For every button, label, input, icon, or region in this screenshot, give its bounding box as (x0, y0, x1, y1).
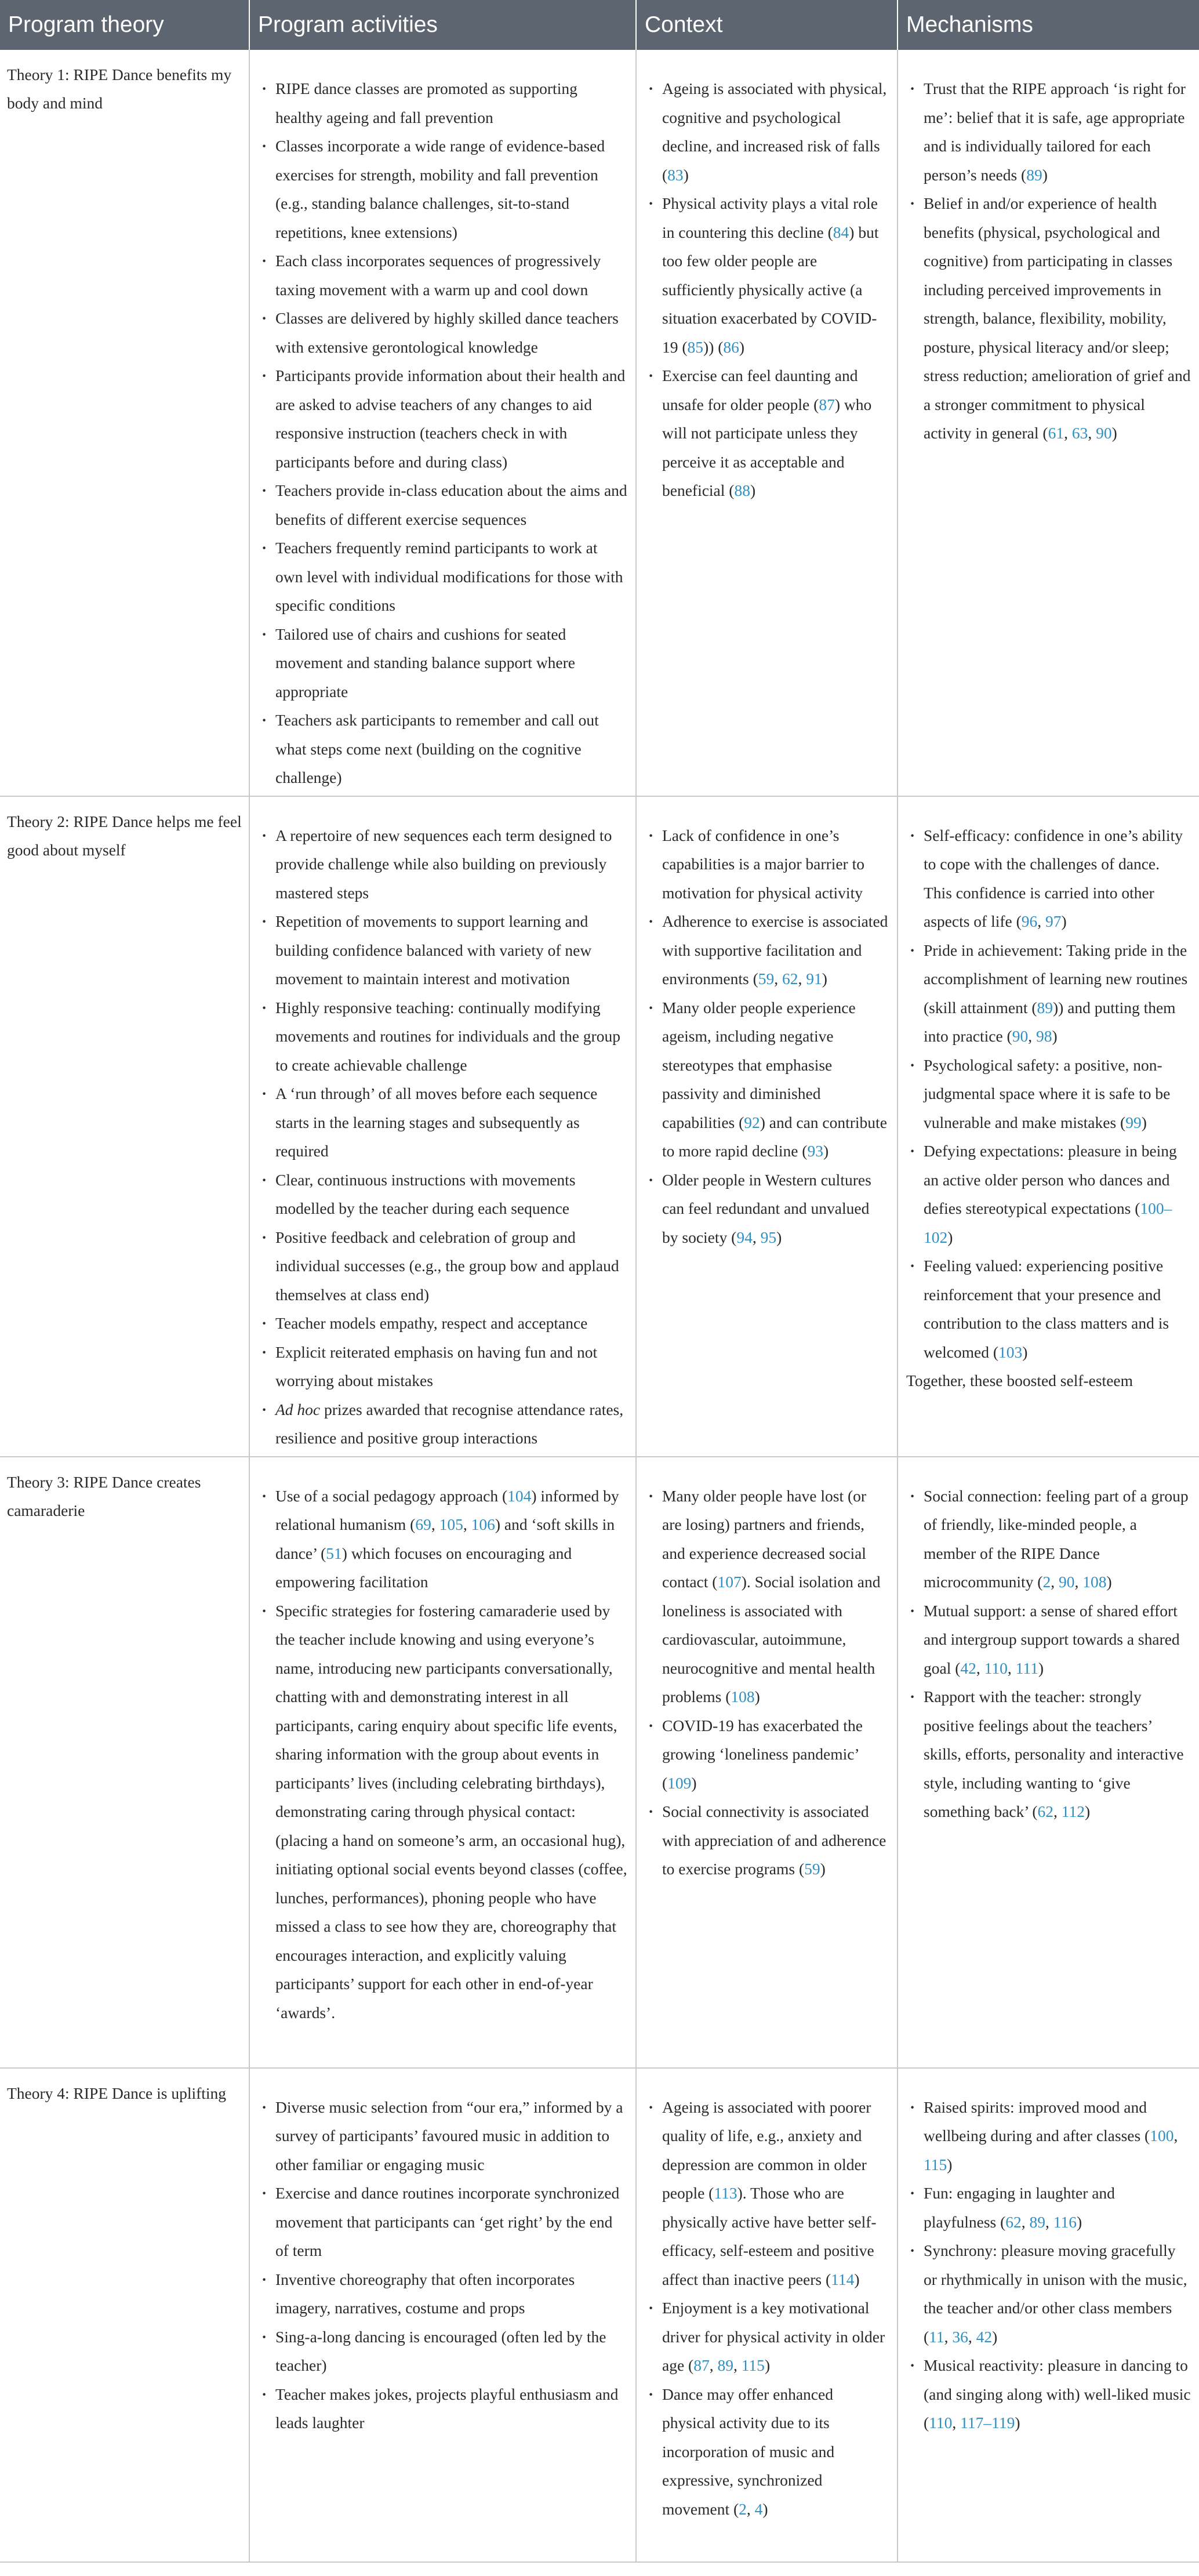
item-text: , (1074, 1573, 1083, 1591)
item-text: ) who will not participate unless they perceive it as acceptable and beneficial ( (662, 395, 872, 499)
item-text: ) (1077, 2212, 1082, 2231)
item-text: Synchrony: pleasure moving gracefully or rhythmically in unison with the music, the teacher and/or other class members ( (924, 2241, 1187, 2346)
item-text: ) (750, 481, 756, 499)
mechanisms-summary: Together, these boosted self-esteem (906, 1372, 1133, 1389)
list-item (258, 132, 627, 246)
citation-link: 36 (952, 2327, 968, 2346)
item-text: ) informed by relational humanism ( (275, 1486, 619, 1533)
item-text: prizes awarded that recognise attendance rates, resilience and positive group interactions (275, 1400, 624, 1447)
list-item (258, 2380, 627, 2437)
item-text: Self-efficacy: confidence in one’s ability to cope with the challenges of dance. This confidence is carried into other aspects of life ( (924, 826, 1183, 930)
mechanisms-cell (898, 796, 1199, 1457)
citation-link: 108 (731, 1688, 755, 1706)
item-text: Trust that the RIPE approach ‘is right for me’: belief that it is safe, age appropriate and is individually tailored for each person’s needs ( (924, 79, 1186, 184)
list-item (258, 304, 627, 361)
header-program-activities: Program activities (249, 0, 636, 50)
list-item (258, 1166, 627, 1223)
item-text: ) which focuses on encouraging and empowering facilitation (275, 1544, 572, 1591)
context-list (645, 821, 889, 1252)
item-text: , (952, 2414, 961, 2432)
list-item (258, 534, 627, 620)
citation-link: 115 (924, 2155, 947, 2174)
citation-link: 95 (760, 1228, 777, 1246)
item-text: ) (1111, 424, 1117, 442)
list-item (258, 2323, 627, 2380)
mechanisms-list (906, 2093, 1191, 2437)
citation-link: 109 (667, 1773, 692, 1792)
citation-link: 108 (1082, 1573, 1107, 1591)
list-item (906, 936, 1191, 1051)
citation-link: 89 (1026, 165, 1042, 184)
list-item (906, 2093, 1191, 2179)
item-text: , (1064, 424, 1072, 442)
mechanisms-cell (898, 1457, 1199, 2068)
item-text: Explicit reiterated emphasis on having fun and not worrying about mistakes (275, 1343, 598, 1389)
item-text: ) (691, 1773, 697, 1792)
item-text: Defying expectations: pleasure in being an active older person who dances and defies stereotypical expectations ( (924, 1142, 1177, 1217)
item-text: Repetition of movements to support learning and building confidence balanced with variety of new movement to maintain interest and motivation (275, 912, 592, 988)
item-text: ) (854, 2270, 860, 2288)
list-item (258, 1223, 627, 1309)
list-item (906, 74, 1191, 189)
item-text: Many older people experience ageism, including negative stereotypes that emphasise passivity and diminished capabilities ( (662, 998, 856, 1131)
activities-cell (249, 2068, 636, 2562)
item-text: ) (1085, 1802, 1091, 1820)
activities-cell (249, 796, 636, 1457)
item-text: ) (992, 2327, 998, 2346)
list-item (906, 1051, 1191, 1137)
list-item (258, 821, 627, 908)
item-text: , (1028, 1027, 1036, 1045)
item-text: Classes are delivered by highly skilled dance teachers with extensive gerontological knowledge (275, 309, 619, 356)
list-item (645, 189, 889, 361)
item-text: RIPE dance classes are promoted as supporting healthy ageing and fall prevention (275, 79, 577, 126)
citation-link: 11 (929, 2327, 944, 2346)
context-cell (636, 2068, 898, 2562)
list-item (258, 1597, 627, 2027)
item-text: Social connection: feeling part of a group of friendly, like-minded people, a member of the RIPE Dance microcommunity ( (924, 1486, 1189, 1591)
item-text: , (1021, 2212, 1030, 2231)
item-text: Fun: engaging in laughter and playfulness ( (924, 2184, 1115, 2231)
item-text: Teachers frequently remind participants to work at own level with individual modifications for those with specific conditions (275, 539, 623, 614)
theory-cell: Theory 3: RIPE Dance creates camaraderie (0, 1457, 249, 2068)
item-text: Enjoyment is a key motivational driver for physical activity in older age ( (662, 2299, 885, 2374)
context-list (645, 74, 889, 505)
item-text: Mutual support: a sense of shared effort and intergroup support towards a shared goal ( (924, 1601, 1180, 1677)
item-text: Feeling valued: experiencing positive reinforcement that your presence and contribution to the class matters and is welcomed ( (924, 1257, 1169, 1361)
citation-link: 93 (807, 1142, 823, 1160)
item-text: ) and can contribute to more rapid decline ( (662, 1113, 887, 1160)
list-item (258, 706, 627, 792)
citation-link: 100 (1150, 2127, 1174, 2145)
item-text: , (1007, 1659, 1016, 1677)
item-text: Physical activity plays a vital role in countering this decline ( (662, 194, 878, 241)
citation-link: 62 (1005, 2212, 1022, 2231)
citation-link: 113 (714, 2184, 737, 2202)
list-item (645, 2093, 889, 2294)
context-list (645, 2093, 889, 2524)
item-text: ) (1022, 1343, 1028, 1361)
list-item (258, 246, 627, 304)
citation-link: 42 (960, 1659, 976, 1677)
item-text: ) (947, 1228, 953, 1246)
item-text: )) ( (703, 338, 724, 356)
activities-list (258, 2093, 627, 2437)
item-text: A repertoire of new sequences each term designed to provide challenge while also building on previously mastered steps (275, 826, 612, 902)
item-text: , (1045, 2212, 1053, 2231)
citation-link: 87 (693, 2356, 710, 2374)
activities-cell (249, 50, 636, 796)
item-text: ) (1061, 912, 1067, 930)
item-text: , (733, 2356, 742, 2374)
citation-link: 97 (1045, 912, 1062, 930)
list-item (258, 361, 627, 476)
item-text: ). Social isolation and loneliness is associated with cardiovascular, autoimmune, neurocognitive and mental health problems ( (662, 1573, 881, 1706)
item-text: Belief in and/or experience of health benefits (physical, psychological and cognitive) from participating in classes including perceived improvements in strength, balance, flexibility, mobility, posture, physical literacy and/or sleep; stress reduction; amelioration of grief and a stronger commitment to physical activity in general ( (924, 194, 1191, 442)
citation-link: 83 (667, 165, 684, 184)
list-item (258, 2265, 627, 2323)
item-text: Teachers ask participants to remember and call out what steps come next (building on the cognitive challenge) (275, 711, 599, 786)
item-text: Pride in achievement: Taking pride in the accomplishment of learning new routines (skill attainment ( (924, 941, 1188, 1017)
item-text: Lack of confidence in one’s capabilities is a major barrier to motivation for physical activity (662, 826, 864, 902)
item-text: Participants provide information about their health and are asked to advise teachers of any changes to aid responsive instruction (teachers check in with participants before and during class) (275, 367, 626, 471)
theory-cell: Theory 2: RIPE Dance helps me feel good about myself (0, 796, 249, 1457)
mechanisms-list (906, 74, 1191, 448)
list-item (258, 1395, 627, 1453)
citation-link: 110 (984, 1659, 1008, 1677)
list-item (258, 74, 627, 132)
item-text: , (431, 1515, 439, 1533)
item-text: Raised spirits: improved mood and wellbeing during and after classes ( (924, 2098, 1150, 2145)
citation-link: 116 (1053, 2212, 1077, 2231)
mechanisms-cell (898, 50, 1199, 796)
citation-link: 92 (744, 1113, 760, 1131)
table-row (0, 50, 1199, 796)
item-text: Tailored use of chairs and cushions for seated movement and standing balance support where appropriate (275, 625, 575, 701)
item-text: ) (822, 970, 827, 988)
citation-link: 89 (717, 2356, 733, 2374)
list-item (645, 1166, 889, 1252)
item-text: Dance may offer enhanced physical activity due to its incorporation of music and expressive, synchronized movement ( (662, 2385, 835, 2518)
list-item (906, 1137, 1191, 1251)
list-item (258, 2179, 627, 2265)
theory-cell: Theory 1: RIPE Dance benefits my body and mind (0, 50, 249, 796)
citation-link: 96 (1021, 912, 1038, 930)
citation-link: 94 (736, 1228, 753, 1246)
citation-link: 99 (1125, 1113, 1142, 1131)
citation-link: 90 (1012, 1027, 1029, 1045)
item-text: COVID-19 has exacerbated the growing ‘loneliness pandemic’ ( (662, 1716, 863, 1792)
list-item (645, 2380, 889, 2524)
item-text: Teacher makes jokes, projects playful enthusiasm and leads laughter (275, 2385, 619, 2432)
table-body (0, 50, 1199, 2562)
list-item (906, 1251, 1191, 1366)
item-text: ) (739, 338, 745, 356)
item-text: Specific strategies for fostering camaraderie used by the teacher include knowing and using everyone’s name, introducing new participants conversationally, chatting with and demonstrating interest in all participants, caring enquiry about specific life events, sharing information with the group about events in participants’ lives (including celebrating birthdays), demonstrating caring through physical contact: (placing a hand on someone’s arm, an occasional hug), initiating optional social events beyond classes (coffee, lunches, performances), phoning people who have missed a class to see how they are, choreography that encourages interaction, and explicitly valuing participants’ support for each other in end-of-year ‘awards’. (275, 1601, 627, 2022)
italic-text: Ad hoc (275, 1400, 321, 1418)
item-text: Sing-a-long dancing is encouraged (often led by the teacher) (275, 2327, 606, 2374)
citation-link: 110 (929, 2414, 953, 2432)
item-text: Ageing is associated with physical, cognitive and psychological decline, and increased risk of falls ( (662, 79, 887, 184)
item-text: Many older people have lost (or are losing) partners and friends, and experience decreased social contact ( (662, 1486, 867, 1591)
item-text: , (944, 2327, 953, 2346)
item-text: Musical reactivity: pleasure in dancing to (and singing along with) well-liked music ( (924, 2356, 1191, 2432)
item-text: , (463, 1515, 471, 1533)
item-text: Each class incorporates sequences of progressively taxing movement with a warm up and cool down (275, 252, 601, 299)
activities-list (258, 74, 627, 792)
item-text: Rapport with the teacher: strongly positive feelings about the teachers’ skills, efforts, personality and interactive style, including wanting to ‘give something back’ ( (924, 1688, 1184, 1820)
list-item (258, 1079, 627, 1166)
citation-link: 63 (1071, 424, 1088, 442)
item-text: ). Those who are physically active have better self-efficacy, self-esteem and positive affect than inactive peers ( (662, 2184, 877, 2288)
list-item (258, 2093, 627, 2179)
activities-cell (249, 1457, 636, 2068)
item-text: Teacher models empathy, respect and acceptance (275, 1314, 588, 1332)
citation-link: 117–119 (960, 2414, 1015, 2432)
item-text: ) (1015, 2414, 1020, 2432)
table-row (0, 1457, 1199, 2068)
citation-link: 62 (782, 970, 798, 988)
table-row (0, 796, 1199, 1457)
item-text: , (798, 970, 806, 988)
citation-link: 106 (471, 1515, 495, 1533)
list-item (258, 1309, 627, 1338)
activities-list (258, 821, 627, 1453)
mechanisms-list (906, 1482, 1191, 1826)
citation-link: 91 (806, 970, 822, 988)
citation-link: 103 (998, 1343, 1023, 1361)
item-text: Inventive choreography that often incorporates imagery, narratives, costume and props (275, 2270, 575, 2317)
item-text: ) (683, 165, 689, 184)
item-text: ) (820, 1860, 826, 1878)
item-text: ) (776, 1228, 782, 1246)
item-text: , (1037, 912, 1045, 930)
item-text: Teachers provide in-class education about the aims and benefits of different exercise sequences (275, 481, 627, 528)
item-text: Use of a social pedagogy approach ( (275, 1486, 508, 1505)
list-item (906, 2179, 1191, 2236)
citation-link: 98 (1036, 1027, 1052, 1045)
citation-link: 87 (819, 395, 835, 413)
citation-link: 51 (326, 1544, 342, 1562)
list-item (258, 1338, 627, 1395)
list-item (906, 189, 1191, 448)
item-text: ) (1052, 1027, 1058, 1045)
item-text: , (1173, 2127, 1178, 2145)
item-text: Classes incorporate a wide range of evidence-based exercises for strength, mobility and fall prevention (e.g., standing balance challenges, sit-to-stand repetitions, knee extensions) (275, 137, 605, 241)
context-cell (636, 50, 898, 796)
list-item (906, 2351, 1191, 2437)
list-item (258, 476, 627, 534)
list-item (258, 620, 627, 706)
citation-link: 59 (758, 970, 775, 988)
citation-link: 89 (1029, 2212, 1046, 2231)
list-item (258, 907, 627, 993)
item-text: Psychological safety: a positive, non-judgmental space where it is safe to be vulnerable and make mistakes ( (924, 1055, 1171, 1131)
item-text: Clear, continuous instructions with movements modelled by the teacher during each sequence (275, 1170, 576, 1217)
list-item (645, 907, 889, 993)
header-program-theory: Program theory (0, 0, 249, 50)
citation-link: 104 (507, 1486, 532, 1505)
theory-cell: Theory 4: RIPE Dance is uplifting (0, 2068, 249, 2562)
item-text: ) (1038, 1659, 1044, 1677)
mechanisms-cell (898, 2068, 1199, 2562)
item-text: ) (764, 2356, 771, 2374)
item-text: )) and putting them into practice ( (924, 998, 1176, 1045)
item-text: Social connectivity is associated with appreciation of and adherence to exercise programs ( (662, 1802, 886, 1878)
item-text: , (968, 2327, 976, 2346)
citation-link: 85 (687, 338, 704, 356)
item-text: ) (754, 1688, 760, 1706)
list-item (906, 821, 1191, 936)
list-item (645, 1711, 889, 1798)
list-item (258, 993, 627, 1080)
citation-link: 84 (833, 223, 849, 241)
citation-link: 42 (976, 2327, 993, 2346)
list-item (645, 361, 889, 505)
item-text: Exercise can feel daunting and unsafe for older people ( (662, 367, 858, 413)
citation-link: 100–102 (924, 1199, 1172, 1246)
list-item (258, 1482, 627, 1597)
context-list (645, 1482, 889, 1884)
table-row (0, 2068, 1199, 2562)
citation-link: 2 (739, 2499, 747, 2518)
list-item (906, 1597, 1191, 1683)
citation-link: 86 (723, 338, 739, 356)
citation-link: 62 (1037, 1802, 1054, 1820)
list-item (645, 993, 889, 1166)
item-text: ) (823, 1142, 829, 1160)
mechanisms-list (906, 821, 1191, 1367)
list-item (645, 74, 889, 189)
item-text: , (1051, 1573, 1059, 1591)
citation-link: 90 (1096, 424, 1112, 442)
item-text: , (976, 1659, 984, 1677)
item-text: Diverse music selection from “our era,” informed by a survey of participants’ favoured music in addition to other familiar or engaging music (275, 2098, 623, 2174)
citation-link: 114 (831, 2270, 855, 2288)
list-item (645, 2294, 889, 2380)
header-context: Context (636, 0, 898, 50)
item-text: , (1088, 424, 1096, 442)
citation-link: 115 (741, 2356, 765, 2374)
item-text: Positive feedback and celebration of group and individual successes (e.g., the group bow and applaud themselves at class end) (275, 1228, 619, 1304)
citation-link: 105 (439, 1515, 463, 1533)
citation-link: 90 (1058, 1573, 1075, 1591)
item-text: , (709, 2356, 718, 2374)
context-cell (636, 796, 898, 1457)
list-item (906, 2236, 1191, 2351)
table-header (0, 0, 1199, 50)
item-text: ) (1042, 165, 1048, 184)
citation-link: 59 (804, 1860, 820, 1878)
item-text: ) but too few older people are sufficiently physically active (a situation exacerbated by COVID-19 ( (662, 223, 879, 356)
citation-link: 69 (415, 1515, 431, 1533)
item-text: , (752, 1228, 761, 1246)
item-text: , (774, 970, 782, 988)
item-text: Exercise and dance routines incorporate synchronized movement that participants can ‘get right’ by the end of term (275, 2184, 620, 2259)
item-text: Ageing is associated with poorer quality of life, e.g., anxiety and depression are common in older people ( (662, 2098, 871, 2202)
item-text: ) (947, 2155, 953, 2174)
item-text: A ‘run through’ of all moves before each sequence starts in the learning stages and subsequently as required (275, 1084, 598, 1160)
item-text: Older people in Western cultures can feel redundant and unvalued by society ( (662, 1170, 871, 1246)
list-item (645, 821, 889, 908)
item-text: Adherence to exercise is associated with supportive facilitation and environments ( (662, 912, 888, 988)
item-text: , (746, 2499, 755, 2518)
item-text: ) (1106, 1573, 1112, 1591)
item-text: Highly responsive teaching: continually modifying movements and routines for individuals and the group to create achievable challenge (275, 998, 620, 1074)
header-mechanisms: Mechanisms (898, 0, 1199, 50)
citation-link: 112 (1061, 1802, 1085, 1820)
citation-link: 88 (734, 481, 750, 499)
list-item (906, 1682, 1191, 1826)
item-text: ) and ‘soft skills in dance’ ( (275, 1515, 615, 1562)
item-text: ) (1141, 1113, 1147, 1131)
activities-list (258, 1482, 627, 2027)
list-item (645, 1797, 889, 1884)
citation-link: 107 (717, 1573, 742, 1591)
citation-link: 111 (1015, 1659, 1038, 1677)
citation-link: 2 (1042, 1573, 1051, 1591)
item-text: , (1053, 1802, 1062, 1820)
context-cell (636, 1457, 898, 2068)
list-item (645, 1482, 889, 1711)
list-item (906, 1482, 1191, 1597)
citation-link: 61 (1048, 424, 1064, 442)
citation-link: 89 (1037, 998, 1053, 1017)
item-text: ) (762, 2499, 768, 2518)
citation-link: 4 (754, 2499, 763, 2518)
